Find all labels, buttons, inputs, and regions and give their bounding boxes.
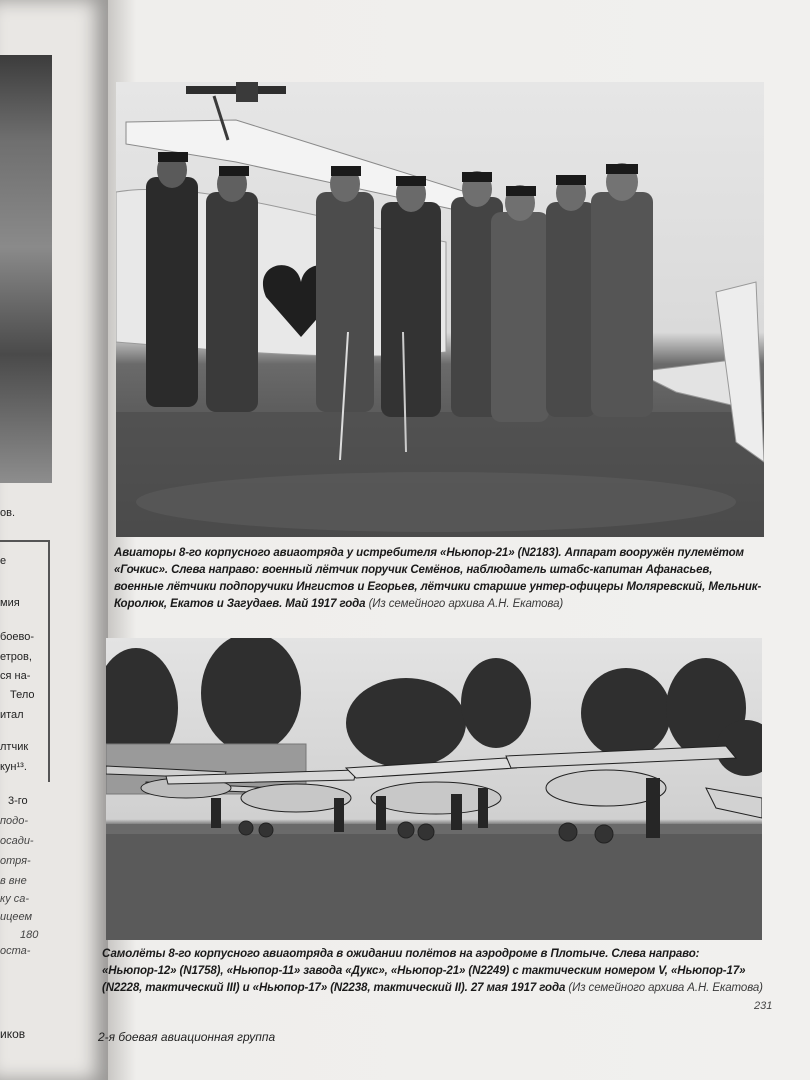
right-page (98, 0, 810, 1080)
caption-source-text: (Из семейного архива А.Н. Екатова) (368, 598, 564, 610)
left-page-text-fragment: осади- (0, 835, 34, 847)
left-page-text-fragment: оста- (0, 945, 31, 957)
left-page-text-fragment: е (0, 555, 7, 567)
caption-photo-aviators (114, 545, 762, 613)
left-page-text-fragment: итал (0, 709, 24, 721)
left-page (0, 0, 108, 1080)
caption-main-text: Самолёты 8-го корпусного авиаотряда в ожидании полётов на аэродроме в Плотыче. Слева направо: «Ньюпор-12» (N1758), «Ньюпор-11» завода «Дукс», «Ньюпор-21» (N2249) с тактическим номером V, «Ньюпор-17» (N2228, тактический III) и «Ньюпор-17» (N2238, тактический II). 27 мая 1917 года (102, 948, 746, 994)
left-page-text-fragment: в вне (0, 875, 27, 887)
photo-airfield-image (106, 638, 762, 940)
left-page-text-fragment: кун¹³. (0, 761, 27, 773)
left-page-photo (0, 55, 52, 483)
left-page-text-fragment: боево- (0, 631, 35, 643)
page-number: 231 (754, 1000, 773, 1012)
left-page-text-fragment: етров, (0, 651, 32, 663)
photo-aviators-image (116, 82, 764, 537)
left-page-text-fragment: ку са- (0, 893, 30, 905)
caption-photo-airfield (102, 946, 764, 997)
photo-aviators (116, 82, 764, 537)
left-page-text-fragment: ся на- (0, 670, 31, 682)
left-page-text-fragment: подо- (0, 815, 29, 827)
photo-airfield (106, 638, 762, 940)
caption-source-text: (Из семейного архива А.Н. Екатова) (568, 982, 763, 994)
left-page-footer-fragment: иков (0, 1027, 26, 1041)
left-page-text-fragment: 3-го (8, 795, 28, 807)
left-page-text-fragment: ов. (0, 507, 16, 519)
caption-main-text: Авиаторы 8-го корпусного авиаотряда у истребителя «Ньюпор-21» (N2183). Аппарат вооружён пулемётом «Гочкис». Слева направо: военный лётчик поручик Семёнов, наблюдатель штабс-капитан Афанасьев, военные лётчики подпоручики Ингистов и Егорьев, лётчики старшие унтер-офицеры Моляревский, Мельник-Королюк, Екатов и Загудаев. Май 1917 года (114, 547, 762, 610)
left-page-text-fragment: лтчик (0, 741, 29, 753)
running-footer: 2-я боевая авиационная группа (98, 1030, 276, 1044)
left-page-text-fragment: ицеем (0, 911, 33, 923)
left-page-text-fragment: отря- (0, 855, 31, 867)
left-page-text-fragment: Тело (10, 689, 35, 701)
left-page-text-fragment: мия (0, 597, 20, 609)
left-page-text-fragment: 180 (20, 929, 39, 941)
